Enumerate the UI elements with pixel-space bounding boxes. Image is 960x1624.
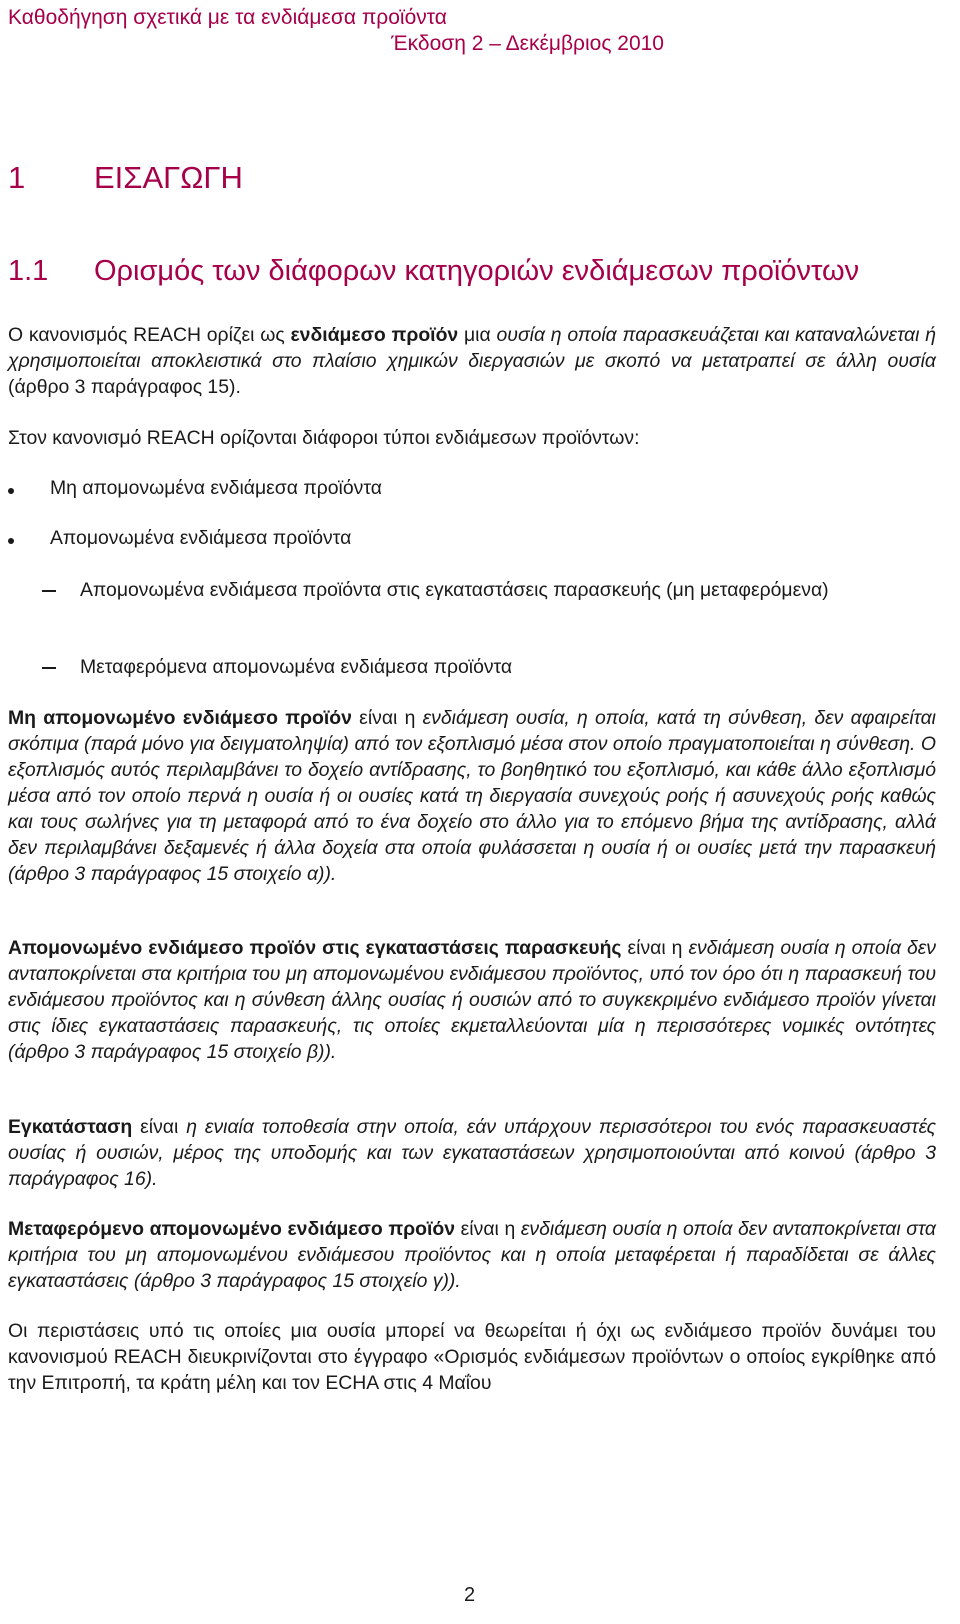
list-item: Απομονωμένα ενδιάμεσα προϊόντα [50,527,352,549]
header-title: Καθοδήγηση σχετικά με τα ενδιάμεσα προϊόντα [8,6,447,29]
paragraph-non-isolated [8,705,936,887]
paragraph-on-site-isolated [8,935,936,1065]
text-run: Ο κανονισμός REACH ορίζει ως [8,324,291,346]
paragraph-types: Στον κανονισμό REACH ορίζονται διάφοροι τύποι ενδιάμεσων προϊόντων: [8,427,640,449]
paragraph-circumstances: Οι περιστάσεις υπό τις οποίες μια ουσία μπορεί να θεωρείται ή όχι ως ενδιάμεσο προϊόν δυνάμει του κανονισμού REACH διευκρινίζονται στο έγγραφο «Ορισμός ενδιάμεσων προϊόντων ο οποίος εγκρίθηκε από την Επιτροπή, τα κράτη μέλη και τον ECHA στις 4 Μαΐου [8,1320,936,1394]
term-bold: Μη απομονωμένο ενδιάμεσο προϊόν [8,707,352,729]
dash-icon [42,667,56,669]
dash-icon [42,590,56,592]
paragraph-site [8,1114,936,1192]
text-run: (άρθρο 3 παράγραφος 15). [8,376,241,398]
bullet-icon [8,488,14,494]
sub-list-item: Απομονωμένα ενδιάμεσα προϊόντα στις εγκαταστάσεις παρασκευής (μη μεταφερόμενα) [80,579,829,601]
definition-italic: Ο εξοπλισμός αυτός περιλαμβάνει το δοχείο αντίδρασης, το βοηθητικό του εξοπλισμό, και κάθε άλλο εξοπλισμό μέσα από τον οποίο περνά η ουσία ή οι ουσίες κατά τη διεργασία συνεχούς ροής ή ασυνεχούς ροής καθώς και τους σωλήνες για τη μεταφορά από το ένα δοχείο στο άλλο για το επόμενο βήμα της αντίδρασης, αλλά δεν περιλαμβάνει δεξαμενές ή άλλα δοχεία στα οποία φυλάσσεται η ουσία ή οι ουσίες μετά την παρασκευή (άρθρο 3 παράγραφος 15 στοιχείο α)). [8,733,936,885]
text-run: είναι η [455,1218,521,1240]
subsection-title: Ορισμός των διάφορων κατηγοριών ενδιάμεσων προϊόντων [94,255,860,287]
term-bold: Εγκατάσταση [8,1116,133,1138]
list-item: Μη απομονωμένα ενδιάμεσα προϊόντα [50,477,382,499]
header-edition: Έκδοση 2 – Δεκέμβριος 2010 [391,32,664,55]
bullet-icon [8,538,14,544]
term-bold: Απομονωμένο ενδιάμεσο προϊόν στις εγκαταστάσεις παρασκευής [8,937,622,959]
term-bold: ενδιάμεσο προϊόν [290,324,459,346]
subsection-number: 1.1 [8,255,49,287]
running-header [8,4,936,64]
definition-italic: ενδιάμεση ουσία η οποία δεν ανταποκρίνεται στα κριτήρια του μη απομονωμένου ενδιάμεσου προϊόντος, υπό τον όρο ότι η παρασκευή του ενδιάμεσου προϊόντος και η σύνθεση άλλης ουσίας ή ουσιών από το συγκεκριμένο ενδιάμεσο προϊόν γίνεται στις ίδιες εγκαταστάσεις παρασκευής, τις οποίες εκμεταλλεύονται μία η περισσότερες νομικές οντότητες (άρθρο 3 παράγραφος 15 στοιχείο β)). [8,937,936,1063]
term-bold: Μεταφερόμενο απομονωμένο ενδιάμεσο προϊόν [8,1218,456,1240]
sub-list-item: Μεταφερόμενα απομονωμένα ενδιάμεσα προϊόντα [80,656,513,678]
text-run: είναι [132,1116,187,1138]
section-title: ΕΙΣΑΓΩΓΗ [94,160,243,195]
definition-italic: ενδιάμεση ουσία η οποία δεν ανταποκρίνεται στα κριτήρια του μη απομονωμένου ενδιάμεσου προϊόντος και η οποία μεταφέρεται ή παραδίδεται σε άλλες εγκαταστάσεις (άρθρο 3 παράγραφος 15 στοιχείο γ)). [8,1218,936,1292]
page-number: 2 [464,1584,476,1606]
paragraph-intro [8,322,936,400]
definition-italic: η ενιαία τοποθεσία στην οποία, εάν υπάρχουν περισσότεροι του ενός παρασκευαστές ουσίας ή ουσιών, μέρος της υποδομής και των εγκαταστάσεων χρησιμοποιούνται από κοινού (άρθρο 3 παράγραφος 16). [8,1116,936,1190]
paragraph-transported [8,1216,936,1294]
text-run: είναι η [621,937,689,959]
definition-italic: ενδιάμεση ουσία, η οποία, κατά τη σύνθεση, δεν αφαιρείται σκόπιμα (παρά μόνο για δειγματοληψία) από τον εξοπλισμό μέσα στον οποίο πραγματοποιείται η σύνθεση. [8,707,936,755]
definition-italic: ουσία η οποία παρασκευάζεται και καταναλώνεται ή χρησιμοποιείται αποκλειστικά στο πλαίσιο χημικών διεργασιών με σκοπό να μετατραπεί σε άλλη ουσία [8,324,936,372]
section-heading [8,160,243,196]
text-run: είναι η [351,707,423,729]
text-run: μια [458,324,497,346]
section-number: 1 [8,160,26,195]
subsection-heading [8,255,859,288]
